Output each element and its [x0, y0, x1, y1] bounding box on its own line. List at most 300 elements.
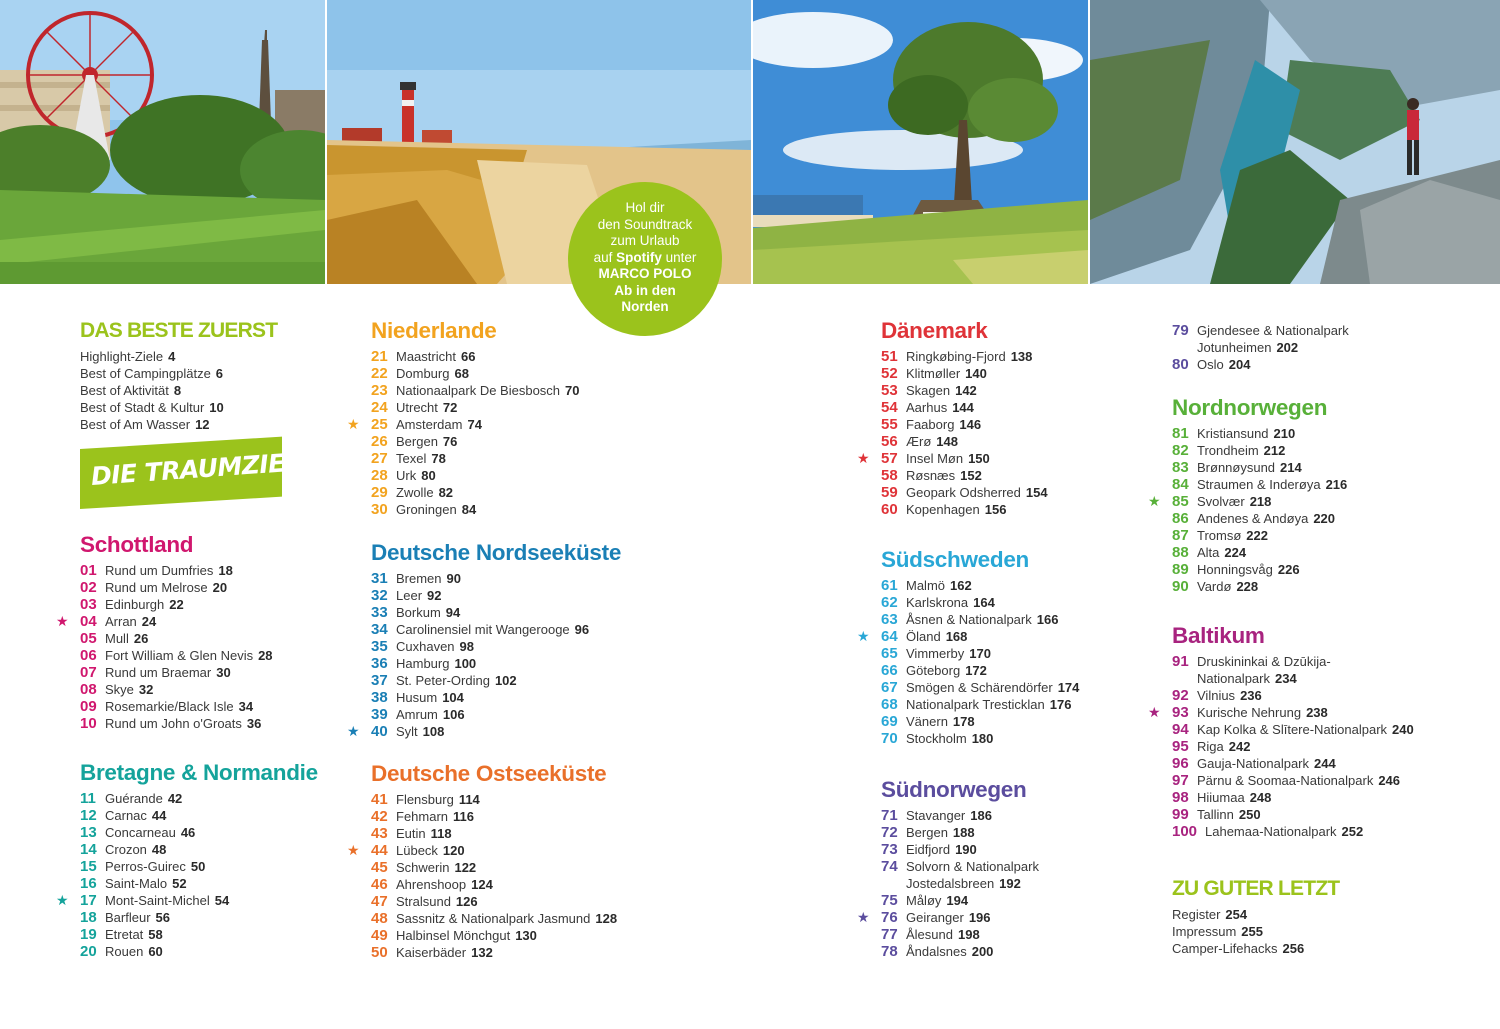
entry-number: 05: [80, 630, 97, 647]
toc-entry[interactable]: [1172, 356, 1472, 373]
entry-page: 220: [1313, 511, 1336, 526]
entry-page: 58: [148, 927, 163, 942]
toc-entry[interactable]: [371, 689, 661, 706]
entry-number: 14: [80, 841, 97, 858]
entry-label: Impressum: [1172, 924, 1237, 939]
entry-label: Bergen: [906, 825, 948, 840]
toc-entry[interactable]: [371, 944, 661, 961]
entry-number: 07: [80, 664, 97, 681]
entry-number: 84: [1172, 476, 1189, 493]
entry-label: Åndalsnes: [906, 944, 967, 959]
entry-page: 30: [216, 665, 231, 680]
entry-label: Crozon: [105, 842, 147, 857]
entry-label: Straumen & Inderøya: [1197, 477, 1321, 492]
section-title: DAS BESTE ZUERST: [80, 319, 278, 342]
entry-label: Eidfjord: [906, 842, 951, 857]
toc-entry[interactable]: [881, 416, 1141, 433]
entry-page: 250: [1238, 807, 1261, 822]
entry-number: 44: [371, 842, 388, 859]
section-title: Südschweden: [881, 547, 1029, 572]
entry-page: 98: [459, 639, 475, 654]
entry-number: 13: [80, 824, 97, 841]
badge-playlist: Ab in den: [614, 282, 676, 298]
entry-page: 154: [1025, 485, 1048, 500]
entry-number: 62: [881, 594, 898, 611]
entry-number: 20: [80, 943, 97, 960]
entry-label: Vänern: [906, 714, 948, 729]
toc-entry[interactable]: [80, 926, 340, 943]
entry-page: 8: [173, 383, 182, 398]
entry-label: Klitmøller: [906, 366, 961, 381]
entry-number: 64: [881, 628, 898, 645]
badge-spotify: Spotify: [616, 249, 662, 265]
entry-number: 11: [80, 790, 96, 807]
toc-entry[interactable]: [857, 628, 1141, 645]
entry-page: 228: [1236, 579, 1259, 594]
entry-page: 180: [971, 731, 994, 746]
entry-label: Urk: [396, 468, 417, 483]
toc-entry[interactable]: [371, 621, 661, 638]
entry-page: 138: [1010, 349, 1033, 364]
entry-label: Carolinensiel mit Wangerooge: [396, 622, 570, 637]
entry-page: 212: [1263, 443, 1286, 458]
toc-entry[interactable]: [371, 501, 661, 518]
section-title: Dänemark: [881, 318, 988, 343]
entry-page: 246: [1378, 773, 1401, 788]
entry-number: 82: [1172, 442, 1189, 459]
entry-number: 77: [881, 926, 898, 943]
toc-entry[interactable]: [1172, 476, 1472, 493]
toc-entry[interactable]: [881, 365, 1141, 382]
entry-label: Fehmarn: [396, 809, 449, 824]
entry-page: 76: [442, 434, 458, 449]
section-baltikum: [1148, 623, 1472, 840]
entry-number: 80: [1172, 356, 1189, 373]
entry-label: Insel Møn: [906, 451, 964, 466]
toc-entry[interactable]: [56, 892, 340, 909]
entry-page: 248: [1249, 790, 1272, 805]
entry-page: 48: [151, 842, 167, 857]
toc-entry[interactable]: [881, 841, 1141, 858]
toc-entry[interactable]: [371, 604, 661, 621]
entry-label: Register: [1172, 907, 1221, 922]
entry-number: 37: [371, 672, 388, 689]
entry-number: 60: [881, 501, 898, 518]
toc-entry[interactable]: [881, 382, 1141, 399]
toc-entry[interactable]: [80, 382, 340, 399]
entry-page: 26: [133, 631, 149, 646]
entry-label: Etretat: [105, 927, 144, 942]
toc-entry[interactable]: [881, 824, 1141, 841]
toc-entry[interactable]: [1172, 442, 1472, 459]
entry-number: 55: [881, 416, 898, 433]
entry-page: 152: [960, 468, 982, 483]
entry-page: 256: [1282, 941, 1305, 956]
entry-page: 94: [445, 605, 461, 620]
entry-label: Maastricht: [396, 349, 456, 364]
entry-page: 74: [467, 417, 482, 432]
entry-number: 69: [881, 713, 898, 730]
toc-entry[interactable]: [80, 698, 340, 715]
entry-page: 114: [458, 792, 480, 807]
entry-label: Barfleur: [105, 910, 151, 925]
toc-entry[interactable]: [1172, 923, 1472, 940]
entry-label: Best of Am Wasser: [80, 417, 191, 432]
entry-page: 50: [190, 859, 206, 874]
toc-entry[interactable]: [371, 433, 661, 450]
toc-entry[interactable]: [881, 713, 1141, 730]
entry-label: Edinburgh: [105, 597, 165, 612]
entry-page: 146: [959, 417, 982, 432]
entry-page: 18: [218, 563, 233, 578]
section-nordseekueste: [347, 540, 661, 740]
toc-entry[interactable]: [80, 399, 340, 416]
entry-page: 150: [968, 451, 990, 466]
entry-label: Öland: [906, 629, 941, 644]
toc-entry[interactable]: [371, 570, 661, 587]
entry-label: Tromsø: [1197, 528, 1242, 543]
entry-page: 118: [430, 826, 452, 841]
entry-page: 68: [454, 366, 469, 381]
entry-page: 108: [422, 724, 445, 739]
entry-label: Brønnøysund: [1197, 460, 1276, 475]
toc-entry[interactable]: [80, 858, 340, 875]
entry-number: 09: [80, 698, 97, 715]
toc-entry[interactable]: [80, 562, 340, 579]
entry-label: Saint-Malo: [105, 876, 168, 891]
entry-page: 32: [138, 682, 154, 697]
toc-entry[interactable]: [80, 875, 340, 892]
toc-entry[interactable]: [371, 910, 661, 927]
entry-number: 70: [881, 730, 898, 747]
toc-entry[interactable]: [1172, 459, 1472, 476]
toc-entry[interactable]: [881, 467, 1141, 484]
toc-entry[interactable]: [1172, 721, 1472, 738]
entry-page: 172: [965, 663, 987, 678]
toc-entry[interactable]: [371, 467, 661, 484]
toc-entry[interactable]: [1172, 906, 1472, 923]
toc-entry[interactable]: [881, 696, 1141, 713]
entry-label: Camper-Lifehacks: [1172, 941, 1278, 956]
entry-label: Svolvær: [1197, 494, 1245, 509]
toc-entry[interactable]: [1172, 510, 1472, 527]
entry-label: Karlskrona: [906, 595, 969, 610]
entry-label: Ahrenshoop: [396, 877, 467, 892]
entry-label: Honningsvåg: [1197, 562, 1273, 577]
toc-entry[interactable]: [1172, 425, 1472, 442]
toc-entry[interactable]: [347, 842, 661, 859]
entry-label: Sassnitz & Nationalpark Jasmund: [396, 911, 591, 926]
toc-entry[interactable]: [881, 943, 1141, 960]
toc-entry[interactable]: [1172, 527, 1472, 544]
entry-label: St. Peter-Ording: [396, 673, 490, 688]
entry-label: Mont-Saint-Michel: [105, 893, 210, 908]
entry-number: 08: [80, 681, 97, 698]
entry-label: Kaiserbäder: [396, 945, 467, 960]
toc-entry[interactable]: [371, 791, 661, 808]
entry-page: 234: [1275, 671, 1297, 686]
section-bretagne-normandie: [56, 760, 340, 960]
toc-entry[interactable]: [881, 858, 1141, 892]
entry-page: 242: [1228, 739, 1251, 754]
entry-label: Gauja-Nationalpark: [1197, 756, 1310, 771]
toc-entry[interactable]: [80, 824, 340, 841]
entry-page: 24: [141, 614, 157, 629]
entry-label: Bremen: [396, 571, 442, 586]
entry-page: 6: [215, 366, 224, 381]
toc-entry[interactable]: [371, 348, 661, 365]
entry-page: 196: [968, 910, 991, 925]
toc-entry[interactable]: [1172, 653, 1472, 687]
toc-entry[interactable]: [371, 808, 661, 825]
entry-page: 104: [442, 690, 464, 705]
entry-number: 33: [371, 604, 388, 621]
entry-page: 84: [461, 502, 477, 517]
entry-number: 57: [881, 450, 898, 467]
toc-entry[interactable]: [347, 416, 661, 433]
entry-number: 10: [80, 715, 97, 732]
entry-number: 39: [371, 706, 388, 723]
toc-entry[interactable]: [1172, 561, 1472, 578]
toc-entry[interactable]: [80, 943, 340, 960]
entry-number: 78: [881, 943, 898, 960]
toc-entry[interactable]: [1172, 789, 1472, 806]
entry-page: 128: [595, 911, 618, 926]
entry-page: 144: [952, 400, 974, 415]
entry-number: 19: [80, 926, 97, 943]
section-title: Schottland: [80, 532, 194, 557]
entry-label: Tallinn: [1197, 807, 1234, 822]
toc-entry[interactable]: [1172, 578, 1472, 595]
badge-line: zum Urlaub: [610, 233, 680, 248]
toc-entry[interactable]: [881, 348, 1141, 365]
toc-entry[interactable]: [881, 484, 1141, 501]
toc-entry[interactable]: [1172, 687, 1472, 704]
entry-label: Måløy: [906, 893, 942, 908]
toc-entry[interactable]: [881, 594, 1141, 611]
entry-label: Guérande: [105, 791, 163, 806]
entry-label: Pärnu & Soomaa-Nationalpark: [1197, 773, 1374, 788]
section-title: Deutsche Ostseeküste: [371, 761, 607, 786]
section-title: ZU GUTER LETZT: [1172, 877, 1340, 900]
entry-label: Rund um Dumfries: [105, 563, 214, 578]
toc-entry[interactable]: [1172, 772, 1472, 789]
entry-number: 42: [371, 808, 388, 825]
toc-entry[interactable]: [80, 841, 340, 858]
toc-entry[interactable]: [1172, 738, 1472, 755]
toc-entry[interactable]: [80, 579, 340, 596]
toc-entry[interactable]: [371, 672, 661, 689]
photo-edinburgh: [0, 0, 325, 284]
toc-entry[interactable]: [80, 630, 340, 647]
entry-number: 32: [371, 587, 388, 604]
entry-number: 87: [1172, 527, 1189, 544]
entry-number: 16: [80, 875, 97, 892]
toc-entry[interactable]: [881, 926, 1141, 943]
entry-label: Malmö: [906, 578, 946, 593]
entry-page: 140: [965, 366, 987, 381]
entry-number: 100: [1172, 823, 1198, 840]
entry-page: 252: [1341, 824, 1364, 839]
toc-entry[interactable]: [80, 909, 340, 926]
toc-entry[interactable]: [80, 365, 340, 382]
toc-entry[interactable]: [881, 501, 1141, 518]
entry-label: Borkum: [396, 605, 441, 620]
badge-line: [568, 250, 722, 267]
entry-label: Stralsund: [396, 894, 451, 909]
entry-page: 100: [454, 656, 477, 671]
toc-entry[interactable]: [881, 645, 1141, 662]
entry-page: 44: [151, 808, 167, 823]
toc-entry[interactable]: [371, 450, 661, 467]
star-icon: ★: [857, 628, 870, 644]
toc-entry[interactable]: [1172, 755, 1472, 772]
entry-number: 01: [80, 562, 97, 579]
entry-page: 12: [195, 417, 210, 432]
toc-entry[interactable]: [80, 715, 340, 732]
toc-entry[interactable]: [80, 807, 340, 824]
toc-entry[interactable]: [80, 647, 340, 664]
toc-entry[interactable]: [347, 723, 661, 740]
entry-number: 12: [80, 807, 97, 824]
toc-entry[interactable]: [80, 416, 340, 433]
toc-entry[interactable]: [371, 655, 661, 672]
toc-entry[interactable]: [371, 484, 661, 501]
entry-label: Solvorn & Nationalpark Jostedalsbreen: [906, 859, 1039, 891]
entry-label: Åsnen & Nationalpark: [906, 612, 1032, 627]
toc-entry[interactable]: [371, 893, 661, 910]
entry-page: 226: [1277, 562, 1300, 577]
section-suednorwegen-cont: [1172, 322, 1472, 373]
entry-number: 91: [1172, 653, 1189, 670]
entry-page: 214: [1280, 460, 1302, 475]
toc-entry[interactable]: [881, 611, 1141, 628]
toc-entry[interactable]: [371, 587, 661, 604]
entry-label: Stavanger: [906, 808, 966, 823]
entry-page: 132: [471, 945, 493, 960]
entry-page: 96: [574, 622, 590, 637]
entry-number: 47: [371, 893, 388, 910]
entry-number: 93: [1172, 704, 1189, 721]
toc-entry[interactable]: [371, 399, 661, 416]
entry-number: 85: [1172, 493, 1189, 510]
toc-entry[interactable]: [881, 399, 1141, 416]
entry-number: 48: [371, 910, 388, 927]
entry-page: 80: [421, 468, 436, 483]
badge-playlist: MARCO POLO: [598, 266, 692, 281]
entry-page: 116: [453, 809, 475, 824]
toc-entry[interactable]: [371, 638, 661, 655]
spotify-badge: [568, 182, 722, 336]
entry-page: 28: [258, 648, 273, 663]
toc-entry[interactable]: [80, 681, 340, 698]
toc-entry[interactable]: [1172, 544, 1472, 561]
section-suednorwegen: [857, 777, 1141, 960]
entry-page: 36: [246, 716, 262, 731]
entry-label: Fort William & Glen Nevis: [105, 648, 254, 663]
toc-entry[interactable]: [80, 664, 340, 681]
toc-entry[interactable]: [371, 927, 661, 944]
toc-entry[interactable]: [1172, 823, 1472, 840]
toc-entry[interactable]: [881, 892, 1141, 909]
star-icon: ★: [1148, 493, 1161, 509]
entry-label: Lübeck: [396, 843, 438, 858]
entry-page: 82: [438, 485, 454, 500]
toc-entry[interactable]: [857, 450, 1141, 467]
entry-page: 60: [148, 944, 163, 959]
entry-label: Domburg: [396, 366, 450, 381]
toc-entry[interactable]: [80, 790, 340, 807]
entry-number: 66: [881, 662, 898, 679]
toc-entry[interactable]: [1172, 806, 1472, 823]
entry-number: 92: [1172, 687, 1189, 704]
toc-entry[interactable]: [881, 807, 1141, 824]
toc-entry[interactable]: [881, 730, 1141, 747]
entry-number: 40: [371, 723, 388, 740]
section-suedschweden: [857, 547, 1141, 747]
section-title: Deutsche Nordseeküste: [371, 540, 622, 565]
section-title: Nordnorwegen: [1172, 395, 1328, 420]
section-title: Baltikum: [1172, 623, 1265, 648]
toc-entry[interactable]: [1172, 322, 1472, 356]
entry-number: 97: [1172, 772, 1189, 789]
toc-entry[interactable]: [371, 876, 661, 893]
entry-number: 45: [371, 859, 388, 876]
entry-label: Arran: [105, 614, 137, 629]
toc-entry[interactable]: [56, 613, 340, 630]
toc-entry[interactable]: [881, 662, 1141, 679]
entry-number: 29: [371, 484, 388, 501]
entry-label: Rouen: [105, 944, 144, 959]
badge-text: auf: [593, 249, 617, 265]
toc-entry[interactable]: [371, 859, 661, 876]
entry-page: 90: [446, 571, 461, 586]
section-title: Niederlande: [371, 318, 497, 343]
entry-page: 42: [167, 791, 183, 806]
toc-entry[interactable]: [1148, 704, 1472, 721]
entry-number: 30: [371, 501, 388, 518]
entry-number: 51: [881, 348, 898, 365]
toc-entry[interactable]: [1172, 940, 1472, 957]
section-daenemark: [857, 318, 1141, 518]
section-das-beste-zuerst: [80, 318, 340, 433]
toc-entry[interactable]: [857, 909, 1141, 926]
entry-number: 96: [1172, 755, 1189, 772]
entry-page: 56: [155, 910, 170, 925]
entry-number: 54: [881, 399, 898, 416]
entry-label: Eutin: [396, 826, 426, 841]
entry-page: 122: [454, 860, 477, 875]
toc-entry[interactable]: [371, 706, 661, 723]
toc-entry[interactable]: [371, 825, 661, 842]
toc-entry[interactable]: [1148, 493, 1472, 510]
toc-entry[interactable]: [881, 433, 1141, 450]
entry-label: Rosemarkie/Black Isle: [105, 699, 234, 714]
entry-page: 188: [952, 825, 975, 840]
section-zu-guter-letzt: [1172, 876, 1472, 957]
toc-entry[interactable]: [371, 382, 661, 399]
entry-page: 216: [1325, 477, 1348, 492]
entry-label: Aarhus: [906, 400, 948, 415]
entry-label: Smögen & Schärendörfer: [906, 680, 1053, 695]
toc-entry[interactable]: [80, 596, 340, 613]
toc-entry[interactable]: [881, 577, 1141, 594]
entry-page: 244: [1314, 756, 1336, 771]
toc-entry[interactable]: [371, 365, 661, 382]
toc-entry[interactable]: [80, 348, 340, 365]
toc-entry[interactable]: [881, 679, 1141, 696]
entry-label: Trondheim: [1197, 443, 1259, 458]
